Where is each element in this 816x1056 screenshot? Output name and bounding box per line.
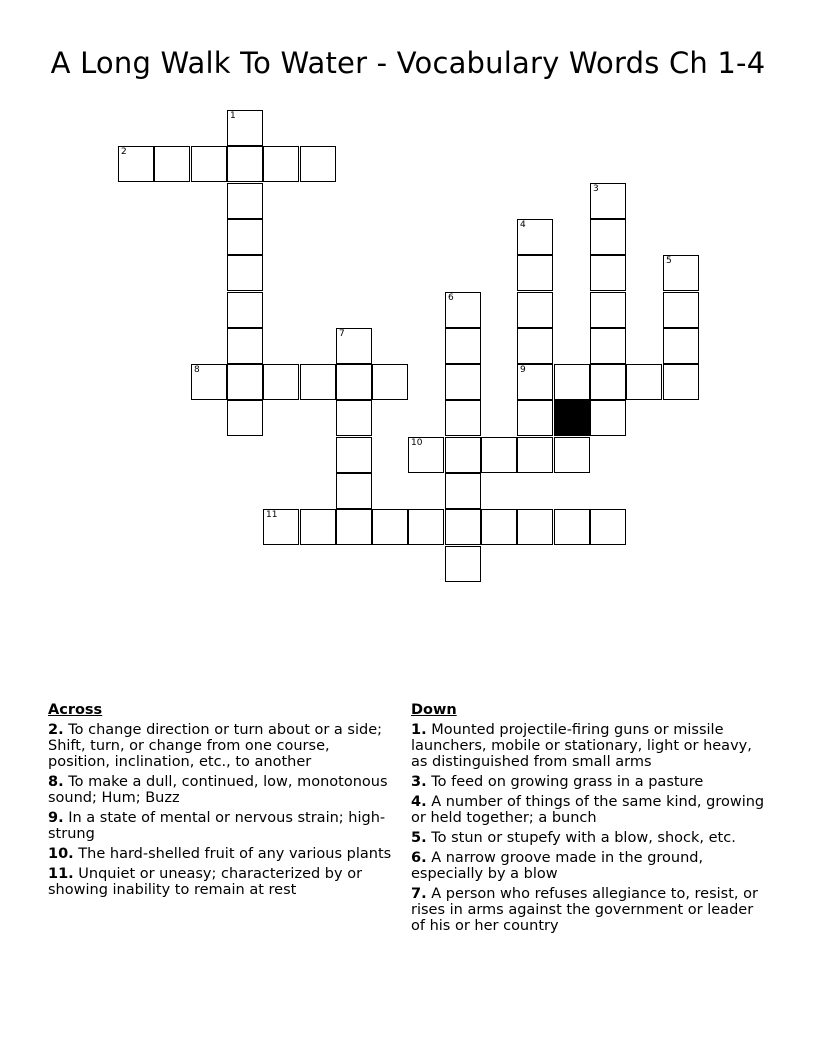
grid-cell[interactable] [336, 509, 372, 545]
grid-cell[interactable] [554, 364, 590, 400]
grid-cell[interactable] [445, 437, 481, 473]
clue-number: 4 [520, 220, 526, 230]
clue-number: 7 [339, 329, 345, 339]
grid-cell[interactable] [227, 328, 263, 364]
puzzle-title: A Long Walk To Water - Vocabulary Words Ch 1-4 [50, 46, 766, 80]
grid-cell[interactable] [336, 328, 372, 364]
clue-across-10: 10. The hard-shelled fruit of any various plants [48, 846, 392, 862]
grid-cell[interactable] [263, 146, 299, 182]
grid-cell[interactable] [372, 364, 408, 400]
clue-number: 10 [411, 438, 423, 448]
clue-number: 9 [520, 365, 526, 375]
grid-cell[interactable] [445, 364, 481, 400]
grid-cell[interactable] [408, 437, 444, 473]
clue-number: 2 [121, 147, 127, 157]
clue-down-6: 6. A narrow groove made in the ground, especially by a blow [411, 850, 704, 882]
grid-cell[interactable] [517, 437, 553, 473]
grid-cell[interactable] [517, 255, 553, 291]
clue-down-1: 1. Mounted projectile-firing guns or missile launchers, mobile or stationary, light or heavy, as distinguished from small arms [411, 722, 752, 770]
grid-cell[interactable] [590, 400, 626, 436]
grid-cell[interactable] [445, 509, 481, 545]
grid-cell[interactable] [663, 364, 699, 400]
grid-cell[interactable] [227, 255, 263, 291]
grid-cell[interactable] [445, 292, 481, 328]
across-heading: Across [48, 702, 103, 718]
grid-cell[interactable] [517, 292, 553, 328]
grid-cell[interactable] [300, 509, 336, 545]
grid-cell[interactable] [445, 328, 481, 364]
grid-cell[interactable] [554, 509, 590, 545]
clue-number: 8 [194, 365, 200, 375]
grid-cell[interactable] [590, 183, 626, 219]
grid-cell[interactable] [590, 255, 626, 291]
grid-cell[interactable] [626, 364, 662, 400]
clue-number: 3 [593, 184, 599, 194]
grid-cell[interactable] [590, 364, 626, 400]
clue-number: 6 [448, 293, 454, 303]
grid-cell[interactable] [445, 546, 481, 582]
grid-cell[interactable] [554, 437, 590, 473]
grid-cell[interactable] [227, 110, 263, 146]
grid-cell[interactable] [408, 509, 444, 545]
clue-number: 11 [266, 510, 278, 520]
grid-cell[interactable] [481, 509, 517, 545]
grid-cell[interactable] [336, 473, 372, 509]
black-cell [554, 400, 590, 436]
grid-cell[interactable] [227, 219, 263, 255]
clue-across-9: 9. In a state of mental or nervous strain; high-strung [48, 810, 386, 842]
down-clues [411, 702, 771, 938]
grid-cell[interactable] [517, 364, 553, 400]
grid-cell[interactable] [663, 292, 699, 328]
grid-cell[interactable] [663, 255, 699, 291]
clue-across-8: 8. To make a dull, continued, low, monotonous sound; Hum; Buzz [48, 774, 388, 806]
grid-cell[interactable] [663, 328, 699, 364]
grid-cell[interactable] [517, 509, 553, 545]
grid-cell[interactable] [227, 292, 263, 328]
grid-cell[interactable] [227, 146, 263, 182]
grid-cell[interactable] [590, 328, 626, 364]
across-clues [48, 702, 393, 902]
clue-number: 5 [666, 256, 672, 266]
clue-down-5: 5. To stun or stupefy with a blow, shock, etc. [411, 830, 736, 846]
grid-cell[interactable] [517, 328, 553, 364]
grid-cell[interactable] [227, 364, 263, 400]
grid-cell[interactable] [118, 146, 154, 182]
clue-across-2: 2. To change direction or turn about or a side; Shift, turn, or change from one course, position, inclination, etc., to another [48, 722, 383, 770]
grid-cell[interactable] [445, 400, 481, 436]
clue-down-4: 4. A number of things of the same kind, growing or held together; a bunch [411, 794, 765, 826]
grid-cell[interactable] [300, 364, 336, 400]
grid-cell[interactable] [227, 400, 263, 436]
grid-cell[interactable] [191, 146, 227, 182]
grid-cell[interactable] [154, 146, 190, 182]
clue-down-7: 7. A person who refuses allegiance to, resist, or rises in arms against the government or leader of his or her country [411, 886, 758, 934]
grid-cell[interactable] [227, 183, 263, 219]
clue-across-11: 11. Unquiet or uneasy; characterized by or showing inability to remain at rest [48, 866, 363, 898]
clue-down-3: 3. To feed on growing grass in a pasture [411, 774, 704, 790]
grid-cell[interactable] [336, 364, 372, 400]
grid-cell[interactable] [590, 509, 626, 545]
grid-cell[interactable] [372, 509, 408, 545]
down-heading: Down [411, 702, 457, 718]
grid-cell[interactable] [590, 292, 626, 328]
grid-cell[interactable] [336, 437, 372, 473]
grid-cell[interactable] [263, 364, 299, 400]
grid-cell[interactable] [263, 509, 299, 545]
grid-cell[interactable] [191, 364, 227, 400]
grid-cell[interactable] [336, 400, 372, 436]
clue-number: 1 [230, 111, 236, 121]
grid-cell[interactable] [481, 437, 517, 473]
grid-cell[interactable] [300, 146, 336, 182]
grid-cell[interactable] [517, 219, 553, 255]
grid-cell[interactable] [445, 473, 481, 509]
grid-cell[interactable] [517, 400, 553, 436]
grid-cell[interactable] [590, 219, 626, 255]
